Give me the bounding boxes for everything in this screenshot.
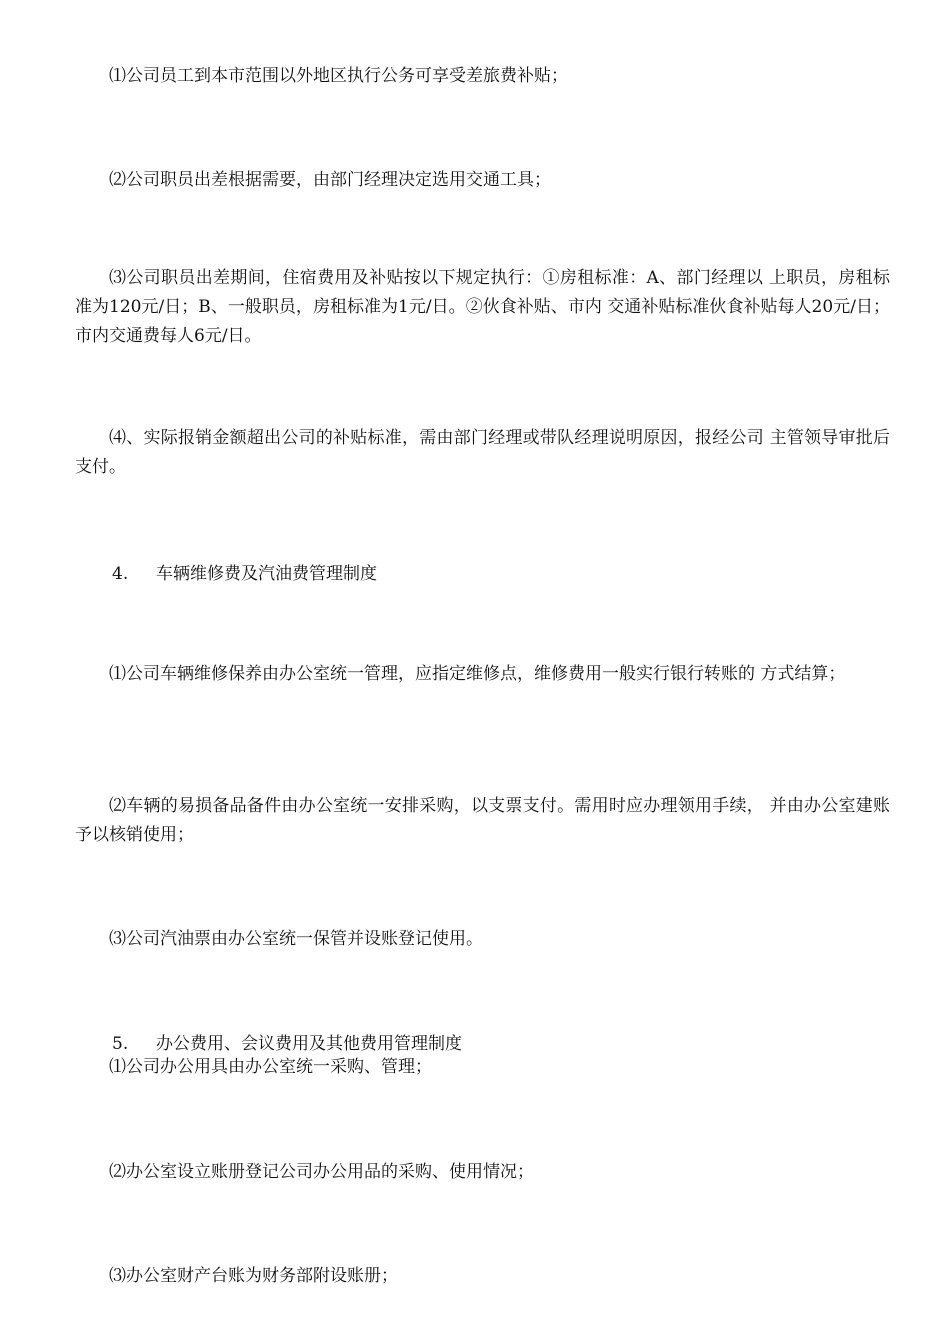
paragraph-travel-allowance-scope: ⑴公司员工到本市范围以外地区执行公务可享受差旅费补贴；	[109, 66, 568, 86]
paragraph-excess-reimbursement: ⑷、实际报销金额超出公司的补贴标准，需由部门经理或带队经理说明原因，报经公司 主管领导审批后支付。	[75, 428, 890, 477]
paragraph-asset-ledger: ⑶办公室财产台账为财务部附设账册；	[109, 1266, 398, 1286]
paragraph-transport-choice: ⑵公司职员出差根据需要，由部门经理决定选用交通工具；	[109, 170, 551, 190]
section-number: 4.	[112, 564, 129, 584]
paragraph-office-ledger: ⑵办公室设立账册登记公司办公用品的采购、使用情况；	[109, 1162, 534, 1182]
paragraph-vehicle-maintenance: ⑴公司车辆维修保养由办公室统一管理，应指定维修点，维修费用一般实行银行转账的 方式结算；	[109, 664, 846, 684]
paragraph-vehicle-parts: ⑵车辆的易损备品备件由办公室统一安排采购，以支票支付。需用时应办理领用手续， 并由办公室建账予以核销使用；	[75, 796, 890, 845]
paragraph-fuel-tickets: ⑶公司汽油票由办公室统一保管并设账登记使用。	[109, 929, 483, 949]
section-heading-vehicle	[112, 560, 377, 589]
section-title: 办公费用、会议费用及其他费用管理制度	[156, 1034, 462, 1054]
section-title: 车辆维修费及汽油费管理制度	[156, 564, 377, 584]
paragraph-accommodation-standards: ⑶公司职员出差期间，住宿费用及补贴按以下规定执行：①房租标准：A、部门经理以 上职员，房租标准为120元/日；B、一般职员，房租标准为1元/日。②伙食补贴、市内 交通补贴标准伙食补贴每人20元/日；市内交通费每人6元/日。	[75, 268, 890, 346]
section-number: 5.	[112, 1034, 129, 1054]
paragraph-office-supplies: ⑴公司办公用具由办公室统一采购、管理；	[109, 1057, 432, 1077]
